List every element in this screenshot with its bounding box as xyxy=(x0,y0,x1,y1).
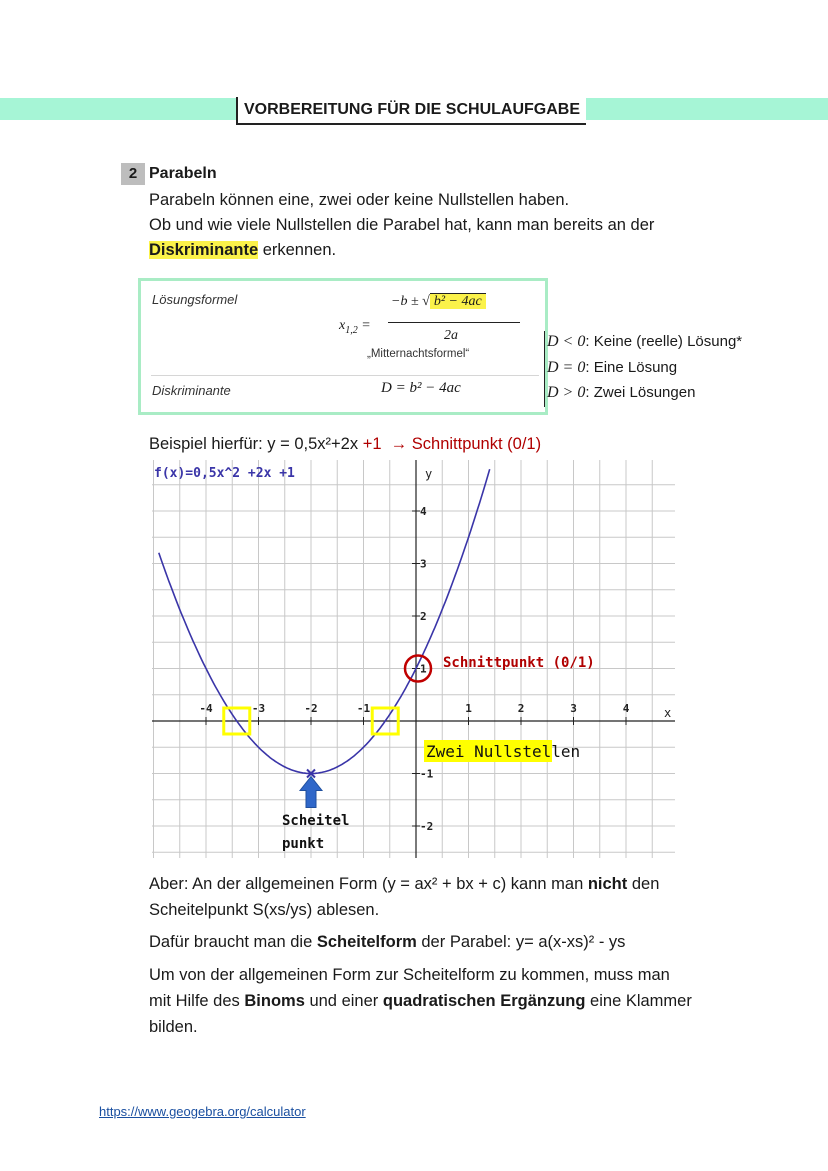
radicand: b² − 4ac xyxy=(430,293,486,309)
function-label: f(x)=0,5x^2 +2x +1 xyxy=(154,466,295,481)
y-tick-label: 1 xyxy=(420,662,427,676)
formula-numerator: −b ± √ b² − 4ac xyxy=(391,294,486,310)
x-tick-label: 3 xyxy=(570,702,577,715)
body-p3-line1: Um von der allgemeinen Form zur Scheitelform zu kommen, muss man xyxy=(149,966,670,984)
parabola-curve xyxy=(159,469,490,773)
body-p1-line2: Scheitelpunkt S(xs/ys) ablesen. xyxy=(149,901,380,919)
midnight-formula-caption: „Mitternachtsformel“ xyxy=(367,348,470,360)
section-title: Parabeln xyxy=(149,165,217,182)
body-p2: Dafür braucht man die Scheitelform der Parabel: y= a(x-xs)² - ys xyxy=(149,933,626,951)
chart-axes xyxy=(152,460,675,858)
y-tick-label: -1 xyxy=(420,767,434,781)
discriminant-label: Diskriminante xyxy=(152,383,231,398)
solution-formula-label: Lösungsformel xyxy=(152,292,238,307)
y-tick-label: 2 xyxy=(420,610,427,623)
x-axis-label: x xyxy=(664,706,672,720)
section-number: 2 xyxy=(121,163,145,185)
x-tick-label: 2 xyxy=(517,702,525,715)
vertex-label-2: punkt xyxy=(282,836,325,852)
x-tick-label: 1 xyxy=(465,702,472,715)
page-title: VORBEREITUNG FÜR DIE SCHULAUFGABE xyxy=(236,97,586,125)
discriminant-formula: D = b² − 4ac xyxy=(381,380,461,396)
body-p3-line3: bilden. xyxy=(149,1018,198,1036)
formula-lhs: $x_{1,2}$ = xyxy=(339,318,371,336)
vertex-label-1: Scheitel xyxy=(282,813,350,829)
formula-denominator: 2a xyxy=(444,328,458,343)
y-axis-label: y xyxy=(425,467,433,481)
discriminant-highlight: Diskriminante xyxy=(149,241,259,259)
x-tick-label: -2 xyxy=(304,702,318,715)
case-two-solutions: D > 0: Zwei Lösungen xyxy=(547,384,696,401)
x-tick-label: -1 xyxy=(356,702,371,715)
case-one-solution: D = 0: Eine Lösung xyxy=(547,359,678,376)
y-tick-label: 3 xyxy=(420,557,427,571)
roots-label: Zwei Nullstellen xyxy=(426,742,581,761)
y-tick-label: 4 xyxy=(420,505,427,518)
x-tick-label: -3 xyxy=(251,702,266,715)
intro-line-3: Diskriminante erkennen. xyxy=(149,241,337,259)
body-p3-line2: mit Hilfe des Binoms und einer quadratischen Ergänzung eine Klammer xyxy=(149,992,692,1010)
example-line: Beispiel hierfür: y = 0,5x²+2x +1 → Schnittpunkt (0/1) xyxy=(149,435,542,453)
geogebra-link[interactable]: https://www.geogebra.org/calculator xyxy=(99,1104,306,1119)
x-tick-label: 4 xyxy=(622,702,630,715)
case-no-solution: D < 0: Keine (reelle) Lösung* xyxy=(547,333,743,350)
x-tick-label: -4 xyxy=(199,702,213,715)
chart-annotations xyxy=(224,656,431,808)
y-tick-label: -2 xyxy=(420,820,434,833)
vertex-arrow-icon xyxy=(300,777,322,808)
chart-grid xyxy=(152,460,675,858)
body-p1-line1: Aber: An der allgemeinen Form (y = ax² + bx + c) kann man nicht den xyxy=(149,875,660,893)
intercept-label: Schnittpunkt (0/1) xyxy=(443,655,595,671)
intro-line-2: Ob und wie viele Nullstellen die Parabel hat, kann man bereits an der xyxy=(149,216,655,234)
intro-line-1: Parabeln können eine, zwei oder keine Nullstellen haben. xyxy=(149,191,570,209)
